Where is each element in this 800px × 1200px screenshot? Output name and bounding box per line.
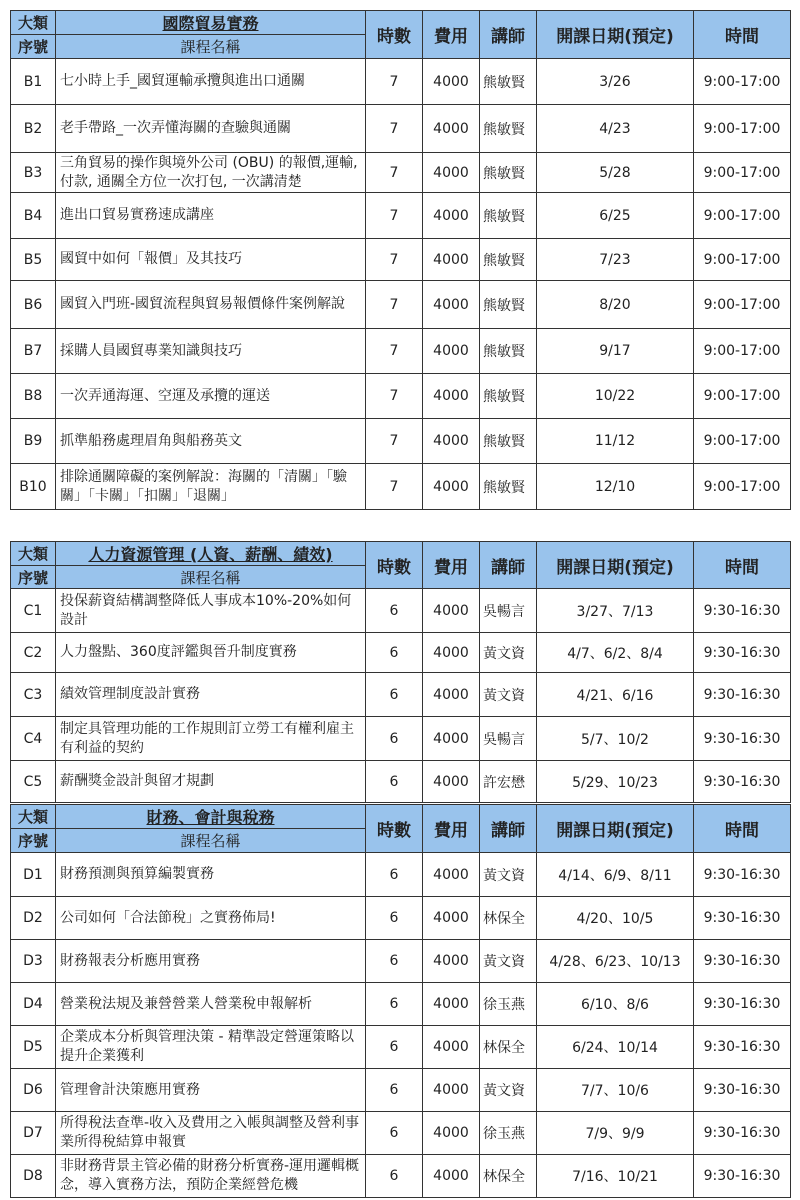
column-header-hours: 時數 xyxy=(366,805,423,853)
section-header-row xyxy=(11,542,791,566)
section-title: 國際貿易實務 xyxy=(56,11,366,35)
course-fee: 4000 xyxy=(423,153,480,193)
course-fee: 4000 xyxy=(423,1026,480,1069)
column-header-hours: 時數 xyxy=(366,542,423,589)
course-name: 所得稅法查準-收入及費用之入帳與調整及營利事業所得稅結算申報實 xyxy=(56,1112,366,1155)
course-hours: 7 xyxy=(366,153,423,193)
course-instructor: 黃文資 xyxy=(480,633,537,673)
course-name: 老手帶路_一次弄懂海關的查驗與通關 xyxy=(56,105,366,153)
course-row xyxy=(11,1112,791,1155)
course-fee: 4000 xyxy=(423,374,480,419)
course-hours: 7 xyxy=(366,239,423,281)
course-row xyxy=(11,153,791,193)
course-name: 營業稅法規及兼營營業人營業稅申報解析 xyxy=(56,983,366,1026)
course-time: 9:30-16:30 xyxy=(694,897,791,940)
course-name: 排除通關障礙的案例解說：海關的「清關」「驗關」「卡關」「扣關」「退關」 xyxy=(56,464,366,510)
course-name: 財務預測與預算編製實務 xyxy=(56,853,366,897)
course-name: 進出口貿易實務速成講座 xyxy=(56,193,366,239)
course-date: 4/21、6/16 xyxy=(537,673,694,717)
course-row xyxy=(11,1069,791,1112)
course-name: 抓準船務處理眉角與船務英文 xyxy=(56,419,366,464)
course-instructor: 熊敏賢 xyxy=(480,419,537,464)
section-table xyxy=(10,804,791,1198)
course-fee: 4000 xyxy=(423,239,480,281)
course-time: 9:30-16:30 xyxy=(694,983,791,1026)
course-date: 3/26 xyxy=(537,59,694,105)
course-date: 12/10 xyxy=(537,464,694,510)
course-date: 5/28 xyxy=(537,153,694,193)
course-row xyxy=(11,983,791,1026)
course-date: 4/7、6/2、8/4 xyxy=(537,633,694,673)
course-instructor: 黃文資 xyxy=(480,1069,537,1112)
course-time: 9:30-16:30 xyxy=(694,717,791,761)
course-id: C1 xyxy=(11,589,56,633)
course-fee: 4000 xyxy=(423,983,480,1026)
course-instructor: 熊敏賢 xyxy=(480,59,537,105)
course-instructor: 熊敏賢 xyxy=(480,239,537,281)
course-date: 5/7、10/2 xyxy=(537,717,694,761)
column-header-fee: 費用 xyxy=(423,805,480,853)
course-fee: 4000 xyxy=(423,1069,480,1112)
category-label: 大類 xyxy=(11,542,56,566)
course-date: 6/10、8/6 xyxy=(537,983,694,1026)
course-time: 9:00-17:00 xyxy=(694,281,791,329)
course-instructor: 熊敏賢 xyxy=(480,329,537,374)
course-row xyxy=(11,673,791,717)
course-hours: 7 xyxy=(366,329,423,374)
course-id: D4 xyxy=(11,983,56,1026)
section-title: 人力資源管理 (人資、薪酬、績效) xyxy=(56,542,366,566)
course-name: 三角貿易的操作與境外公司 (OBU) 的報價,運輸,付款, 通關全方位一次打包, 一次講清楚 xyxy=(56,153,366,193)
course-instructor: 許宏懋 xyxy=(480,761,537,803)
course-date: 7/9、9/9 xyxy=(537,1112,694,1155)
course-id: B6 xyxy=(11,281,56,329)
course-date: 7/16、10/21 xyxy=(537,1155,694,1198)
course-row xyxy=(11,633,791,673)
course-instructor: 林保全 xyxy=(480,1026,537,1069)
course-time: 9:30-16:30 xyxy=(694,1112,791,1155)
course-fee: 4000 xyxy=(423,281,480,329)
course-instructor: 熊敏賢 xyxy=(480,464,537,510)
course-fee: 4000 xyxy=(423,633,480,673)
course-time: 9:30-16:30 xyxy=(694,940,791,983)
course-date: 10/22 xyxy=(537,374,694,419)
course-name: 制定具管理功能的工作規則訂立勞工有權利雇主有利益的契約 xyxy=(56,717,366,761)
course-name-header: 課程名稱 xyxy=(56,566,366,589)
course-id: C3 xyxy=(11,673,56,717)
course-name: 投保薪資結構調整降低人事成本10%-20%如何設計 xyxy=(56,589,366,633)
course-time: 9:00-17:00 xyxy=(694,59,791,105)
course-time: 9:00-17:00 xyxy=(694,329,791,374)
column-header-time: 時間 xyxy=(694,11,791,59)
course-fee: 4000 xyxy=(423,717,480,761)
course-row xyxy=(11,281,791,329)
course-name-header: 課程名稱 xyxy=(56,829,366,853)
course-hours: 6 xyxy=(366,1026,423,1069)
course-hours: 6 xyxy=(366,589,423,633)
course-hours: 6 xyxy=(366,1069,423,1112)
course-hours: 7 xyxy=(366,59,423,105)
course-fee: 4000 xyxy=(423,464,480,510)
course-time: 9:00-17:00 xyxy=(694,374,791,419)
course-instructor: 吳暢言 xyxy=(480,589,537,633)
course-time: 9:00-17:00 xyxy=(694,153,791,193)
course-id: D8 xyxy=(11,1155,56,1198)
column-header-instructor: 講師 xyxy=(480,11,537,59)
course-row xyxy=(11,374,791,419)
course-row xyxy=(11,239,791,281)
course-id: C5 xyxy=(11,761,56,803)
course-row xyxy=(11,59,791,105)
section-table xyxy=(10,541,791,803)
course-fee: 4000 xyxy=(423,673,480,717)
course-date: 5/29、10/23 xyxy=(537,761,694,803)
category-label: 大類 xyxy=(11,805,56,829)
course-id: C2 xyxy=(11,633,56,673)
section-header-row xyxy=(11,805,791,829)
course-time: 9:00-17:00 xyxy=(694,464,791,510)
course-hours: 6 xyxy=(366,761,423,803)
course-id: B3 xyxy=(11,153,56,193)
course-date: 6/25 xyxy=(537,193,694,239)
course-date: 4/23 xyxy=(537,105,694,153)
course-hours: 7 xyxy=(366,105,423,153)
serial-label: 序號 xyxy=(11,829,56,853)
column-header-start-date: 開課日期(預定) xyxy=(537,542,694,589)
course-id: B1 xyxy=(11,59,56,105)
course-time: 9:00-17:00 xyxy=(694,193,791,239)
course-date: 4/14、6/9、8/11 xyxy=(537,853,694,897)
course-fee: 4000 xyxy=(423,940,480,983)
course-fee: 4000 xyxy=(423,329,480,374)
course-hours: 7 xyxy=(366,281,423,329)
course-fee: 4000 xyxy=(423,1112,480,1155)
course-instructor: 林保全 xyxy=(480,1155,537,1198)
course-id: B5 xyxy=(11,239,56,281)
course-instructor: 熊敏賢 xyxy=(480,193,537,239)
course-time: 9:00-17:00 xyxy=(694,239,791,281)
course-instructor: 吳暢言 xyxy=(480,717,537,761)
course-hours: 6 xyxy=(366,940,423,983)
course-instructor: 熊敏賢 xyxy=(480,153,537,193)
course-time: 9:30-16:30 xyxy=(694,589,791,633)
column-header-time: 時間 xyxy=(694,805,791,853)
course-fee: 4000 xyxy=(423,105,480,153)
course-row xyxy=(11,105,791,153)
course-name: 一次弄通海運、空運及承攬的運送 xyxy=(56,374,366,419)
column-header-hours: 時數 xyxy=(366,11,423,59)
course-hours: 6 xyxy=(366,1112,423,1155)
course-fee: 4000 xyxy=(423,589,480,633)
course-fee: 4000 xyxy=(423,1155,480,1198)
course-fee: 4000 xyxy=(423,897,480,940)
course-fee: 4000 xyxy=(423,853,480,897)
course-hours: 6 xyxy=(366,983,423,1026)
serial-label: 序號 xyxy=(11,566,56,589)
course-name: 國貿入門班-國貿流程與貿易報價條件案例解說 xyxy=(56,281,366,329)
course-instructor: 徐玉燕 xyxy=(480,1112,537,1155)
course-id: B9 xyxy=(11,419,56,464)
course-row xyxy=(11,419,791,464)
course-fee: 4000 xyxy=(423,59,480,105)
course-fee: 4000 xyxy=(423,761,480,803)
course-row xyxy=(11,853,791,897)
course-hours: 6 xyxy=(366,717,423,761)
course-name: 人力盤點、360度評鑑與晉升制度實務 xyxy=(56,633,366,673)
course-name: 企業成本分析與管理決策 - 精準設定營運策略以提升企業獲利 xyxy=(56,1026,366,1069)
course-hours: 6 xyxy=(366,673,423,717)
course-date: 4/20、10/5 xyxy=(537,897,694,940)
course-id: B10 xyxy=(11,464,56,510)
course-hours: 7 xyxy=(366,464,423,510)
course-instructor: 黃文資 xyxy=(480,940,537,983)
course-id: D6 xyxy=(11,1069,56,1112)
course-id: B4 xyxy=(11,193,56,239)
course-time: 9:30-16:30 xyxy=(694,853,791,897)
course-id: B7 xyxy=(11,329,56,374)
course-hours: 6 xyxy=(366,897,423,940)
course-fee: 4000 xyxy=(423,193,480,239)
course-row xyxy=(11,193,791,239)
course-time: 9:30-16:30 xyxy=(694,1155,791,1198)
course-name: 公司如何「合法節稅」之實務佈局! xyxy=(56,897,366,940)
course-name: 績效管理制度設計實務 xyxy=(56,673,366,717)
course-id: D7 xyxy=(11,1112,56,1155)
course-name-header: 課程名稱 xyxy=(56,35,366,59)
column-header-instructor: 講師 xyxy=(480,805,537,853)
course-date: 8/20 xyxy=(537,281,694,329)
column-header-fee: 費用 xyxy=(423,542,480,589)
course-instructor: 林保全 xyxy=(480,897,537,940)
course-instructor: 熊敏賢 xyxy=(480,281,537,329)
column-header-start-date: 開課日期(預定) xyxy=(537,11,694,59)
course-time: 9:30-16:30 xyxy=(694,761,791,803)
course-id: B8 xyxy=(11,374,56,419)
course-hours: 6 xyxy=(366,1155,423,1198)
course-row xyxy=(11,1026,791,1069)
course-hours: 7 xyxy=(366,193,423,239)
course-time: 9:30-16:30 xyxy=(694,1026,791,1069)
section-title: 財務、會計與稅務 xyxy=(56,805,366,829)
course-id: D5 xyxy=(11,1026,56,1069)
course-row xyxy=(11,329,791,374)
course-date: 9/17 xyxy=(537,329,694,374)
serial-label: 序號 xyxy=(11,35,56,59)
course-row xyxy=(11,1155,791,1198)
course-row xyxy=(11,761,791,803)
course-time: 9:30-16:30 xyxy=(694,633,791,673)
course-time: 9:00-17:00 xyxy=(694,419,791,464)
course-hours: 7 xyxy=(366,419,423,464)
course-date: 6/24、10/14 xyxy=(537,1026,694,1069)
category-label: 大類 xyxy=(11,11,56,35)
course-id: D2 xyxy=(11,897,56,940)
course-time: 9:30-16:30 xyxy=(694,673,791,717)
course-date: 4/28、6/23、10/13 xyxy=(537,940,694,983)
course-name: 薪酬獎金設計與留才規劃 xyxy=(56,761,366,803)
course-row xyxy=(11,464,791,510)
course-row xyxy=(11,717,791,761)
column-header-time: 時間 xyxy=(694,542,791,589)
course-name: 管理會計決策應用實務 xyxy=(56,1069,366,1112)
course-name: 非財務背景主管必備的財務分析實務-運用邏輯概念，導入實務方法，預防企業經營危機 xyxy=(56,1155,366,1198)
column-header-start-date: 開課日期(預定) xyxy=(537,805,694,853)
course-name: 七小時上手_國貿運輸承攬與進出口通關 xyxy=(56,59,366,105)
course-hours: 6 xyxy=(366,633,423,673)
course-time: 9:30-16:30 xyxy=(694,1069,791,1112)
course-date: 7/23 xyxy=(537,239,694,281)
course-time: 9:00-17:00 xyxy=(694,105,791,153)
course-date: 11/12 xyxy=(537,419,694,464)
section-header-row xyxy=(11,11,791,35)
course-date: 7/7、10/6 xyxy=(537,1069,694,1112)
course-date: 3/27、7/13 xyxy=(537,589,694,633)
course-hours: 7 xyxy=(366,374,423,419)
course-name: 採購人員國貿專業知識與技巧 xyxy=(56,329,366,374)
course-instructor: 黃文資 xyxy=(480,673,537,717)
course-instructor: 徐玉燕 xyxy=(480,983,537,1026)
course-id: D1 xyxy=(11,853,56,897)
course-instructor: 熊敏賢 xyxy=(480,105,537,153)
column-header-instructor: 講師 xyxy=(480,542,537,589)
course-row xyxy=(11,897,791,940)
column-header-fee: 費用 xyxy=(423,11,480,59)
course-row xyxy=(11,589,791,633)
course-fee: 4000 xyxy=(423,419,480,464)
course-name: 國貿中如何「報價」及其技巧 xyxy=(56,239,366,281)
course-instructor: 黃文資 xyxy=(480,853,537,897)
course-name: 財務報表分析應用實務 xyxy=(56,940,366,983)
course-hours: 6 xyxy=(366,853,423,897)
course-id: C4 xyxy=(11,717,56,761)
course-id: B2 xyxy=(11,105,56,153)
section-table xyxy=(10,10,791,510)
course-row xyxy=(11,940,791,983)
course-instructor: 熊敏賢 xyxy=(480,374,537,419)
course-id: D3 xyxy=(11,940,56,983)
